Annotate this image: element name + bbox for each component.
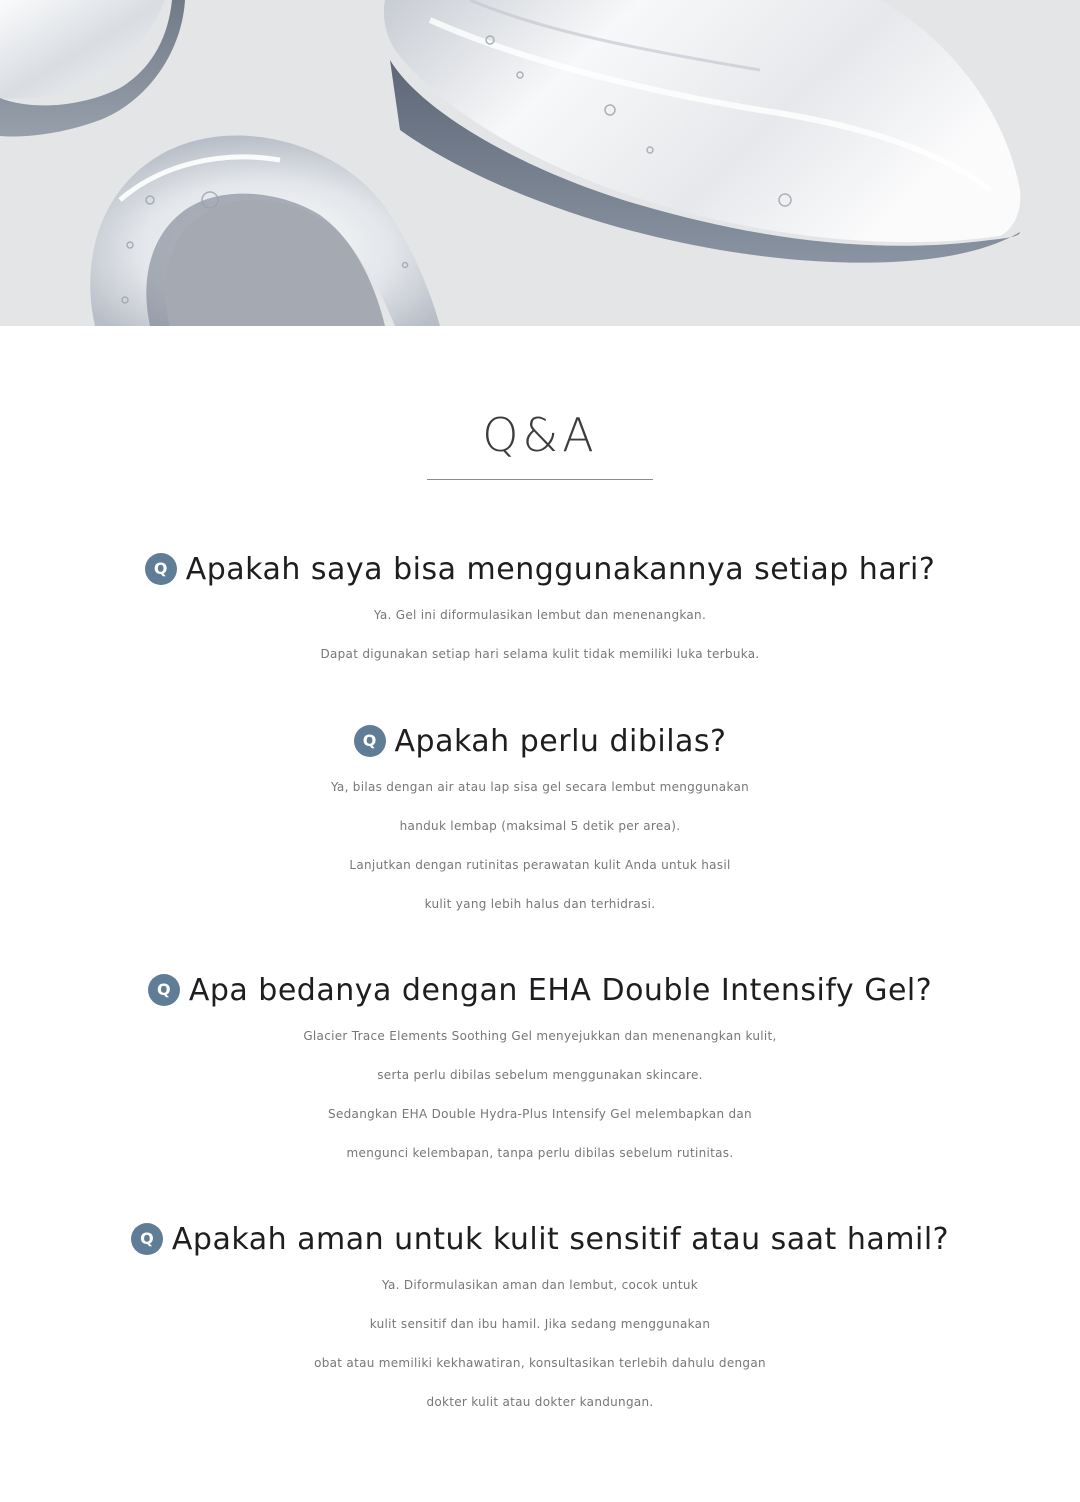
- question-row: [0, 720, 1080, 762]
- answer-line: kulit sensitif dan ibu hamil. Jika sedang menggunakan: [369, 1317, 711, 1331]
- gel-swatch-illustration: [0, 0, 1080, 326]
- answer-line: Ya, bilas dengan air atau lap sisa gel secara lembut menggunakan: [330, 780, 750, 794]
- answer-line: handuk lembap (maksimal 5 detik per area).: [399, 819, 681, 833]
- answer-line: dokter kulit atau dokter kandungan.: [426, 1395, 654, 1409]
- answer-text: [0, 596, 1080, 674]
- qa-item: [0, 720, 1080, 924]
- qa-item: [0, 969, 1080, 1173]
- answer-line: kulit yang lebih halus dan terhidrasi.: [424, 897, 656, 911]
- qa-header: [0, 405, 1080, 480]
- q-badge-icon: Q: [354, 725, 386, 757]
- question-text: Apa bedanya dengan EHA Double Intensify Gel?: [188, 972, 933, 1008]
- q-badge-icon: Q: [145, 553, 177, 585]
- qa-item: [0, 548, 1080, 674]
- answer-line: mengunci kelembapan, tanpa perlu dibilas sebelum rutinitas.: [346, 1146, 734, 1160]
- question-row: [0, 1218, 1080, 1260]
- answer-line: Dapat digunakan setiap hari selama kulit tidak memiliki luka terbuka.: [320, 647, 760, 661]
- question-text: Apakah saya bisa menggunakannya setiap hari?: [185, 551, 936, 587]
- question-text: Apakah aman untuk kulit sensitif atau saat hamil?: [171, 1221, 950, 1257]
- answer-line: Lanjutkan dengan rutinitas perawatan kulit Anda untuk hasil: [349, 858, 731, 872]
- answer-text: [0, 1266, 1080, 1422]
- answer-line: obat atau memiliki kekhawatiran, konsultasikan terlebih dahulu dengan: [314, 1356, 766, 1370]
- question-text: Apakah perlu dibilas?: [394, 723, 727, 759]
- q-badge-icon: Q: [131, 1223, 163, 1255]
- answer-line: Ya. Diformulasikan aman dan lembut, cocok untuk: [382, 1278, 698, 1292]
- q-badge-icon: Q: [148, 974, 180, 1006]
- answer-line: Ya. Gel ini diformulasikan lembut dan menenangkan.: [373, 608, 707, 622]
- answer-line: Sedangkan EHA Double Hydra-Plus Intensify Gel melembapkan dan: [328, 1107, 752, 1121]
- qa-item: [0, 1218, 1080, 1422]
- title-divider: [427, 479, 653, 480]
- question-row: [0, 548, 1080, 590]
- question-row: [0, 969, 1080, 1011]
- answer-line: Glacier Trace Elements Soothing Gel menyejukkan dan menenangkan kulit,: [303, 1029, 777, 1043]
- answer-text: [0, 1017, 1080, 1173]
- answer-text: [0, 768, 1080, 924]
- answer-line: serta perlu dibilas sebelum menggunakan skincare.: [377, 1068, 703, 1082]
- page-title: Q&A: [482, 408, 598, 462]
- hero-gel-texture-image: [0, 0, 1080, 326]
